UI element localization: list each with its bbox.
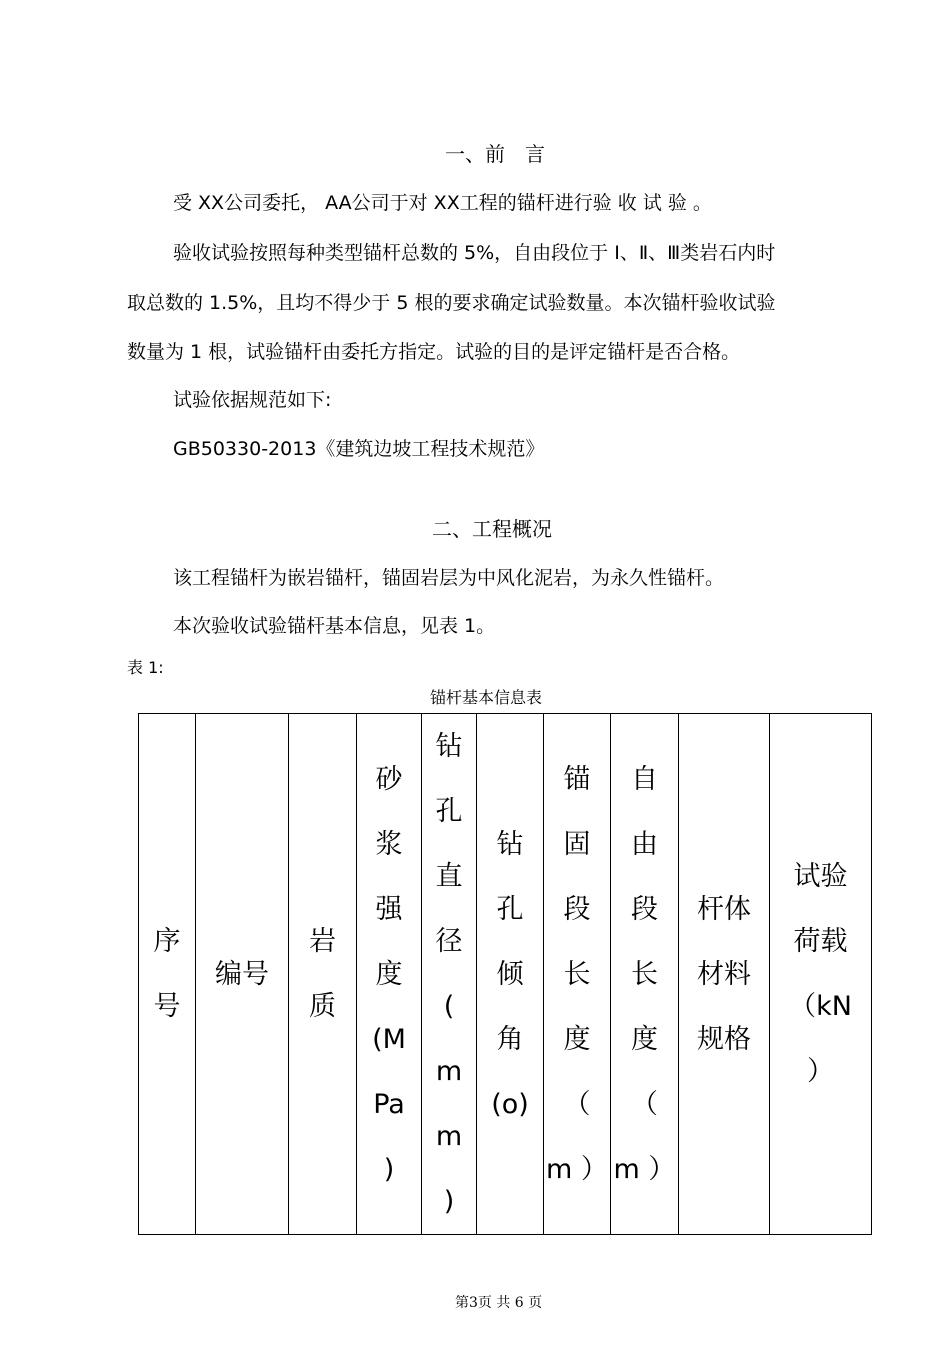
preface-paragraph-2-line-3: 数量为 1 根，试验锚杆由委托方指定。试验的目的是评定锚杆是否合格。: [127, 341, 741, 363]
basis-standard: GB50330-2013《建筑边坡工程技术规范》: [173, 438, 545, 460]
table-label: 表 1:: [127, 658, 164, 677]
preface-paragraph-2-line-2: 取总数的 1.5%，且均不得少于 5 根的要求确定试验数量。本次锚杆验收试验: [127, 292, 776, 314]
table-caption: 锚杆基本信息表: [430, 688, 543, 707]
overview-paragraph-1: 该工程锚杆为嵌岩锚杆，锚固岩层为中风化泥岩，为永久性锚杆。: [173, 567, 725, 589]
overview-paragraph-2: 本次验收试验锚杆基本信息，见表 1。: [173, 615, 496, 637]
header-anchorage-length: 锚 固 段 长 度 （ m ）: [544, 714, 611, 1235]
section-title-overview: 二、工程概况: [432, 517, 552, 541]
header-test-load: 试验 荷载 （kN ）: [770, 714, 872, 1235]
header-hole-inclination: 钻 孔 倾 角 (o): [477, 714, 544, 1235]
preface-paragraph-1: 受 XX公司委托， AA公司于对 XX工程的锚杆进行验 收 试 验 。: [173, 192, 712, 214]
header-rod-material: 杆体 材料 规格: [679, 714, 770, 1235]
header-serial-no: 序 号: [139, 714, 196, 1235]
section-title-preface: 一、前 言: [445, 142, 545, 166]
header-anchor-id: 编号: [196, 714, 289, 1235]
header-mortar-strength: 砂 浆 强 度 (M Pa ): [357, 714, 422, 1235]
header-hole-diameter: 钻 孔 直 径 ( m m ): [422, 714, 477, 1235]
basis-label: 试验依据规范如下:: [173, 389, 332, 411]
table-header-row: [139, 714, 872, 1235]
page-footer: 第3页 共 6 页: [455, 1295, 543, 1311]
preface-paragraph-2-line-1: 验收试验按照每种类型锚杆总数的 5%，自由段位于 Ⅰ、Ⅱ、Ⅲ类岩石内时: [173, 242, 776, 264]
anchor-info-table: [138, 713, 872, 1235]
header-free-length: 自 由 段 长 度 （ m ）: [611, 714, 679, 1235]
header-rock-type: 岩 质: [289, 714, 357, 1235]
